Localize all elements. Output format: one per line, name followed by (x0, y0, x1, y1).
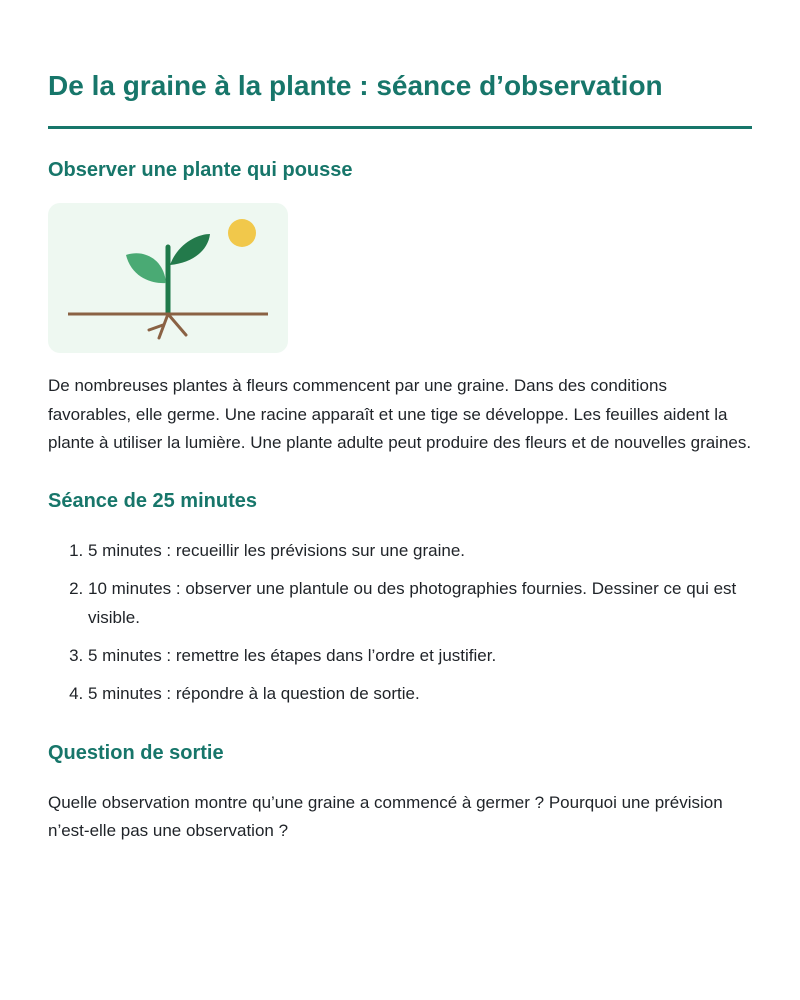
page-title: De la graine à la plante : séance d’observation (48, 70, 663, 101)
session-steps-list (48, 537, 752, 709)
intro-paragraph: De nombreuses plantes à fleurs commencent par une graine. Dans des conditions favorables, elle germe. Une racine apparaît et une tige se développe. Les feuilles aident la plante à utiliser la lumière. Une plante adulte peut produire des fleurs et de nouvelles graines. (48, 376, 752, 453)
section-heading-session: Séance de 25 minutes (48, 489, 257, 512)
sun-icon (228, 219, 256, 247)
section-heading-observe: Observer une plante qui pousse (48, 159, 353, 181)
list-item: 3. 5 minutes : remettre les étapes dans l’ordre et justifier. (88, 642, 752, 671)
list-item: 4. 5 minutes : répondre à la question de sortie. (88, 680, 752, 709)
list-item: 1. 5 minutes : recueillir les prévisions sur une graine. (88, 537, 752, 566)
section-heading-exit: Question de sortie (48, 741, 224, 764)
left-leaf-icon (126, 253, 166, 283)
title-divider (48, 126, 752, 129)
list-item: 2. 10 minutes : observer une plantule ou des photographies fournies. Dessiner ce qui est visible. (88, 575, 752, 632)
exit-question-paragraph: Quelle observation montre qu’une graine a commencé à germer ? Pourquoi une prévision n’est-elle pas une observation ? (48, 792, 723, 841)
roots-icon (149, 314, 186, 338)
right-leaf-icon (170, 234, 210, 265)
seedling-illustration (48, 203, 288, 353)
seedling-icon (48, 203, 288, 353)
